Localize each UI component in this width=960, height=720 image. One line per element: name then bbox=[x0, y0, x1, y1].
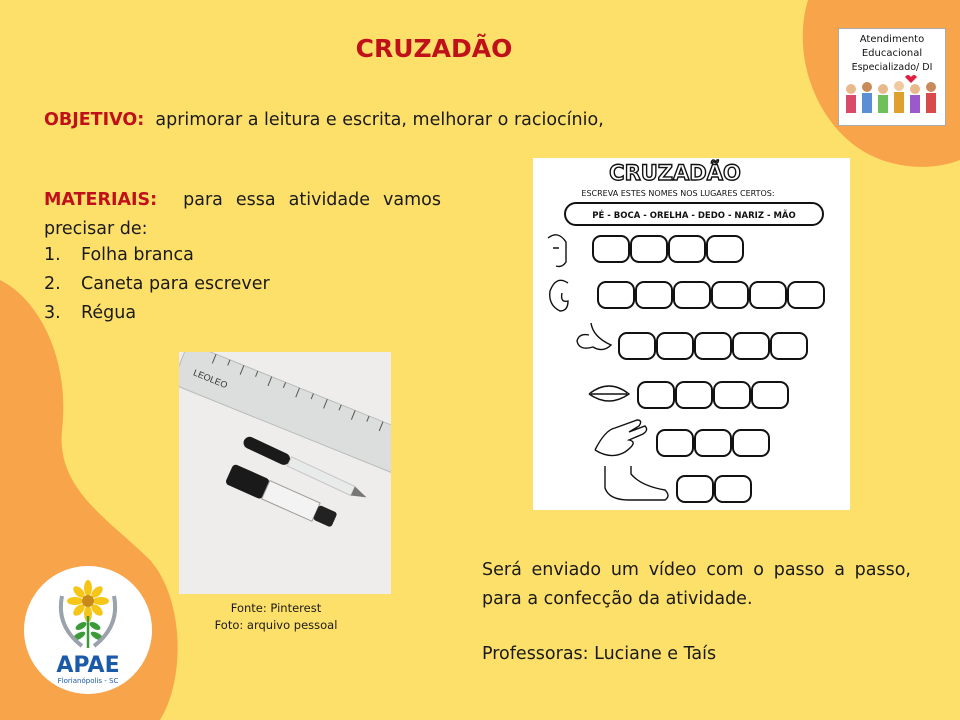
crossword-box bbox=[636, 282, 672, 308]
crossword-rows bbox=[593, 236, 824, 502]
list-number: 1. bbox=[44, 245, 61, 265]
list-item bbox=[44, 299, 270, 328]
crossword-box bbox=[707, 236, 743, 262]
logo-name: APAE bbox=[56, 653, 120, 678]
foot-icon bbox=[605, 466, 668, 500]
ear-icon bbox=[550, 280, 568, 311]
crossword-box bbox=[715, 476, 751, 502]
crossword-box bbox=[676, 382, 712, 408]
video-note: Será enviado um vídeo com o passo a passo, para a confecção da atividade. bbox=[482, 560, 911, 609]
badge-drawing bbox=[839, 29, 945, 125]
word-bank: PÉ - BOCA - ORELHA - DEDO - NARIZ - MÃO bbox=[592, 211, 796, 221]
list-item bbox=[44, 241, 270, 270]
materials-list bbox=[44, 241, 270, 328]
crossword-box bbox=[788, 282, 824, 308]
crossword-box bbox=[677, 476, 713, 502]
worksheet-drawing bbox=[533, 158, 850, 510]
badge-line3: Especializado/ DI bbox=[851, 62, 933, 73]
crossword-box bbox=[593, 236, 629, 262]
crossword-box bbox=[638, 382, 674, 408]
list-item bbox=[44, 270, 270, 299]
crossword-box bbox=[771, 333, 807, 359]
crossword-box bbox=[752, 382, 788, 408]
objective-text: aprimorar a leitura e escrita, melhorar o raciocínio, bbox=[155, 110, 604, 130]
crossword-box bbox=[712, 282, 748, 308]
list-number: 3. bbox=[44, 303, 61, 323]
crossword-box bbox=[733, 333, 769, 359]
badge-line1: Atendimento bbox=[859, 34, 925, 45]
aee-badge bbox=[838, 28, 946, 126]
materials-photo bbox=[179, 352, 391, 594]
mouth-icon bbox=[589, 386, 629, 401]
materials bbox=[44, 186, 441, 244]
worksheet-title: CRUZADÃO bbox=[609, 161, 741, 185]
ruler-brand: LEOLEO bbox=[191, 367, 229, 391]
teachers: Professoras: Luciane e Taís bbox=[482, 644, 717, 664]
worksheet-image bbox=[533, 158, 850, 510]
objective bbox=[44, 110, 684, 130]
objective-label: OBJETIVO: bbox=[44, 110, 145, 130]
caption-source: Fonte: Pinterest bbox=[230, 601, 322, 615]
worksheet-instruction: ESCREVA ESTES NOMES NOS LUGARES CERTOS: bbox=[581, 189, 775, 198]
crossword-box bbox=[619, 333, 655, 359]
list-text: Régua bbox=[81, 303, 137, 323]
list-text: Caneta para escrever bbox=[81, 274, 270, 294]
crossword-box bbox=[714, 382, 750, 408]
list-number: 2. bbox=[44, 274, 61, 294]
crossword-box bbox=[598, 282, 634, 308]
crossword-box bbox=[669, 236, 705, 262]
page-title: CRUZADÃO bbox=[355, 34, 513, 63]
caption-photo: Foto: arquivo pessoal bbox=[214, 618, 338, 632]
crossword-box bbox=[695, 333, 731, 359]
crossword-box bbox=[750, 282, 786, 308]
list-text: Folha branca bbox=[81, 245, 194, 265]
crossword-box bbox=[733, 430, 769, 456]
crossword-box bbox=[657, 430, 693, 456]
logo-city: Florianópolis - SC bbox=[57, 677, 119, 685]
crossword-box bbox=[657, 333, 693, 359]
crossword-box bbox=[631, 236, 667, 262]
children-icon bbox=[846, 75, 936, 113]
apae-logo bbox=[24, 566, 152, 694]
badge-line2: Educacional bbox=[861, 48, 923, 59]
ruler-pens-illustration bbox=[179, 352, 391, 594]
materials-label: MATERIAIS: bbox=[44, 190, 158, 210]
materials-text: para essa atividade vamos precisar de: bbox=[44, 190, 441, 239]
crossword-box bbox=[695, 430, 731, 456]
finger-icon bbox=[548, 235, 566, 267]
hand-icon bbox=[595, 420, 647, 456]
photo-caption bbox=[186, 600, 366, 634]
nose-icon bbox=[577, 323, 611, 350]
crossword-box bbox=[674, 282, 710, 308]
apae-logo-drawing bbox=[24, 566, 152, 694]
